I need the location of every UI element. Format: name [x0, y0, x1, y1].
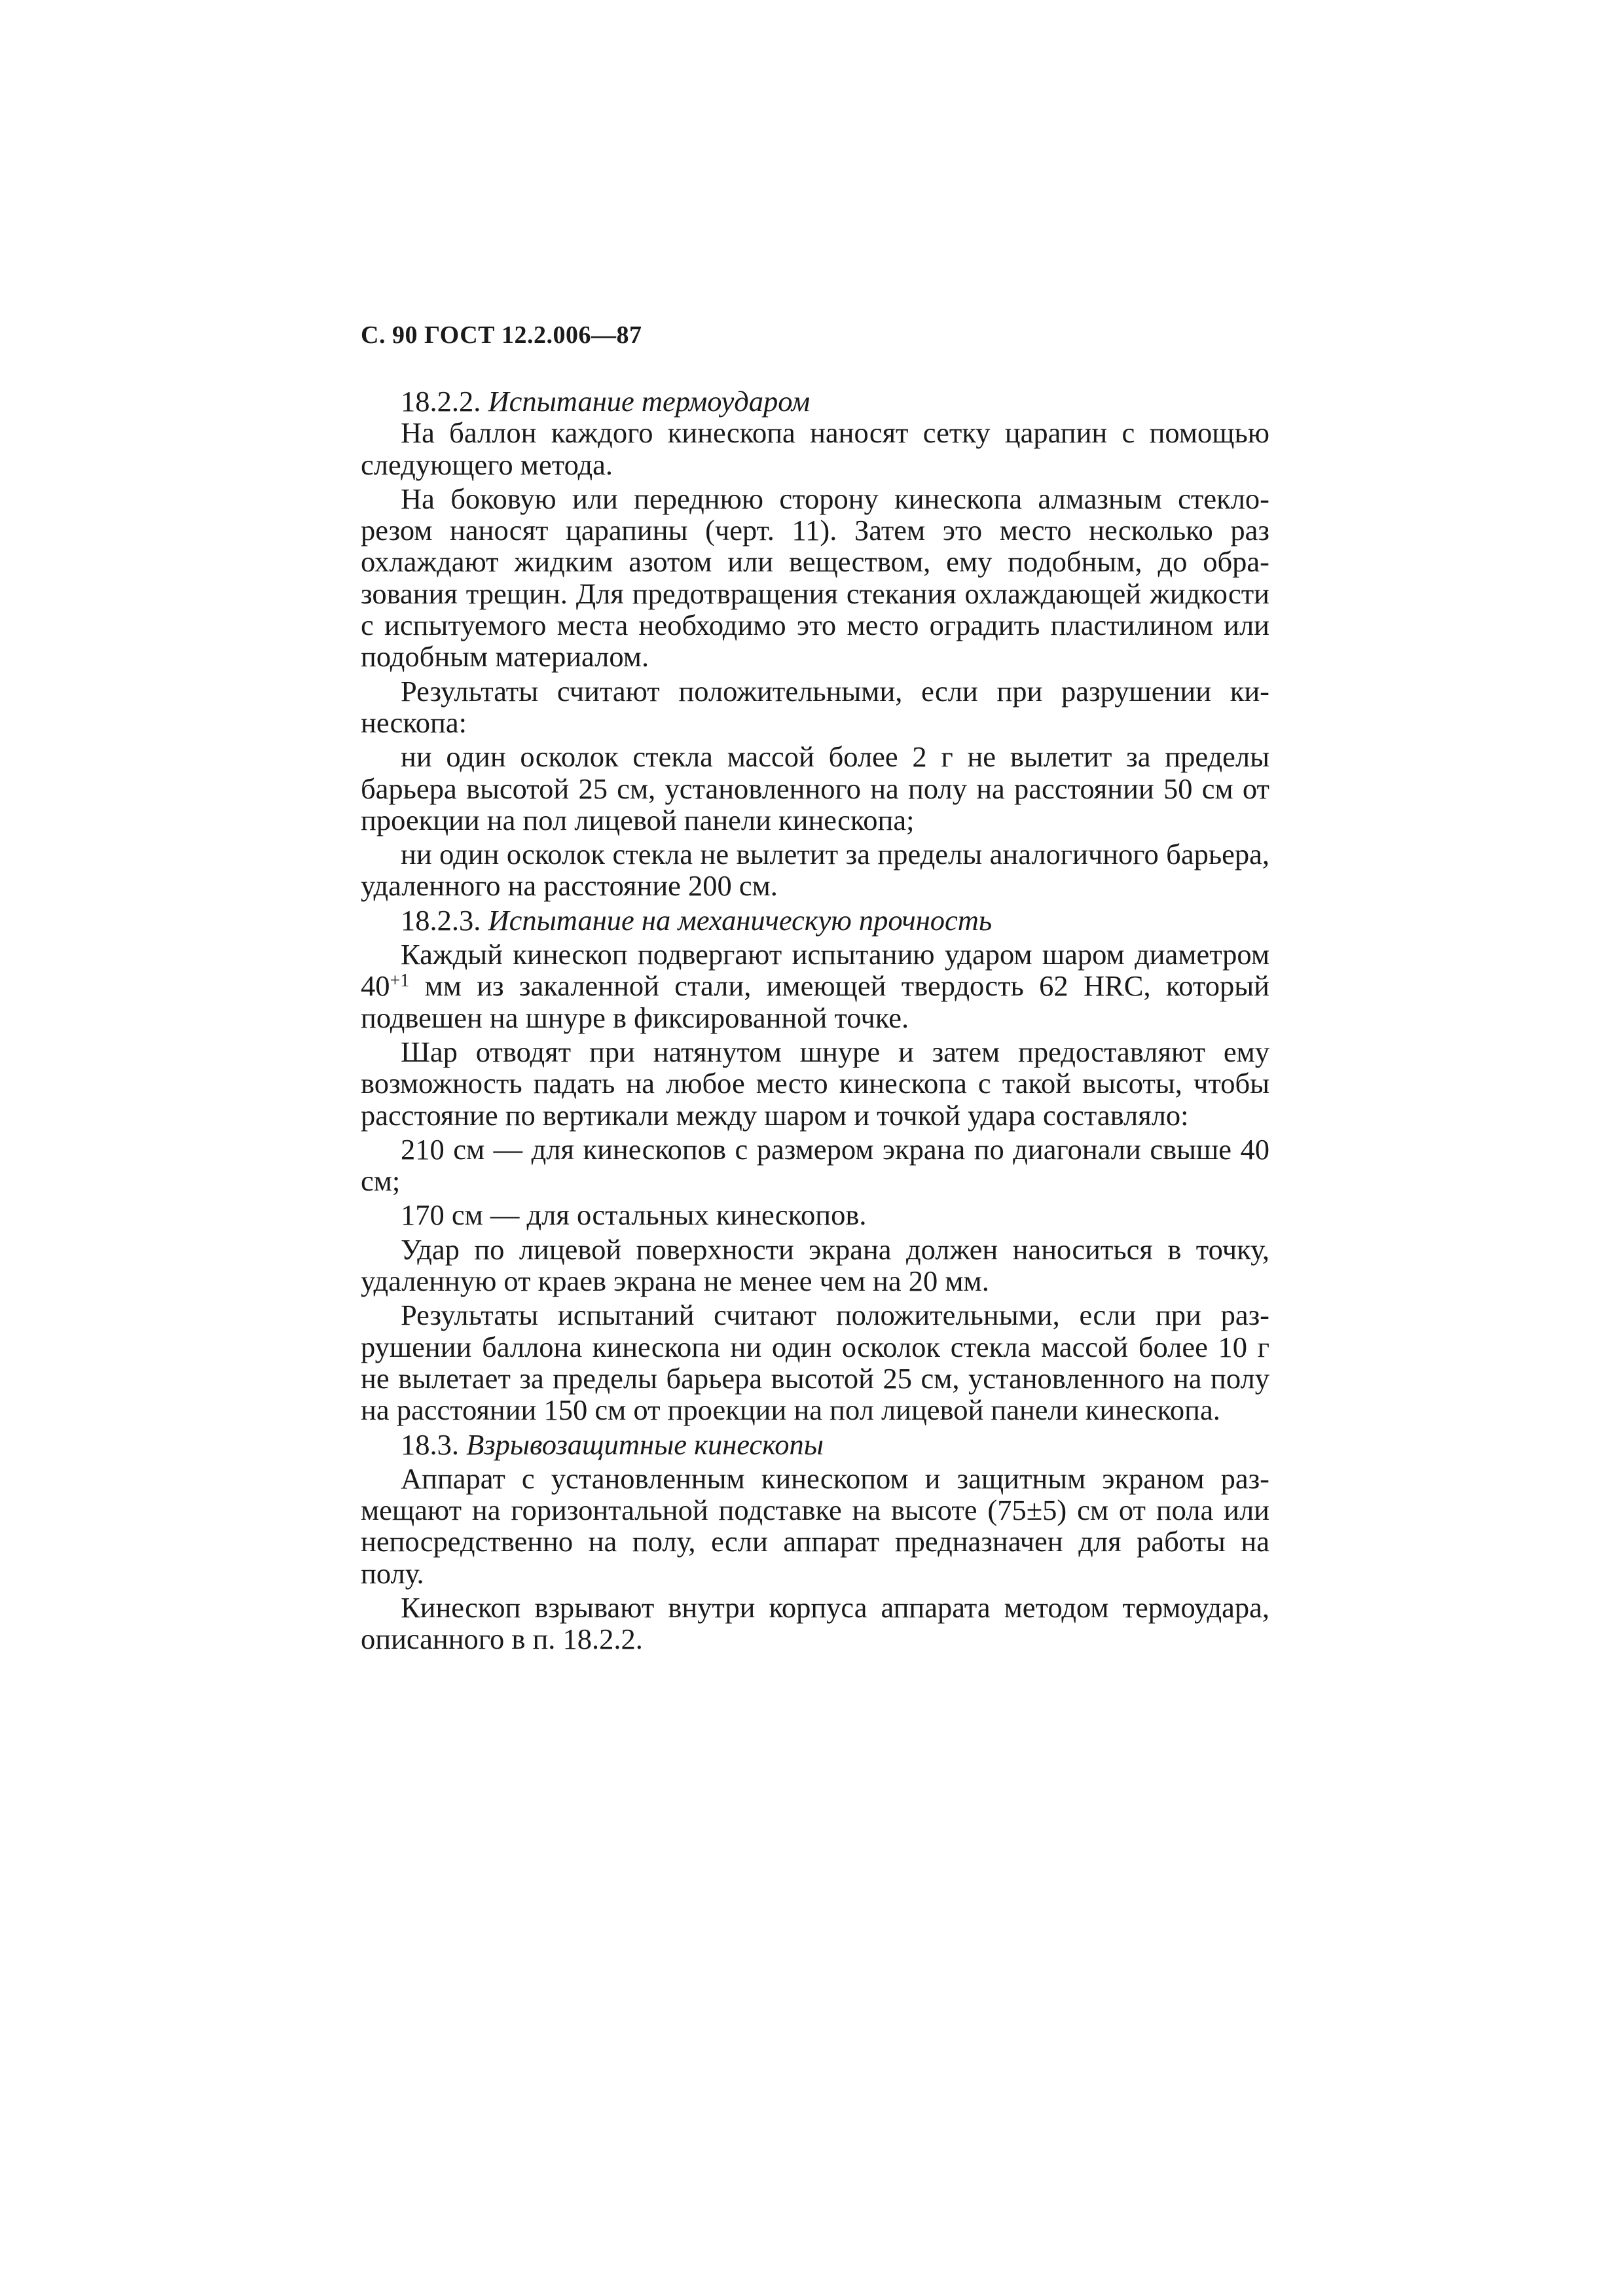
list-item: 170 см — для остальных кинескопов. — [401, 1198, 867, 1232]
paragraph: Результаты считают положительными, если при разрушении кинескопа: — [361, 674, 1269, 739]
list-item: ни один осколок стекла массой более 2 г не вылетит за пределы барьера высотой 25 см, установленного на полу на расстоянии 50 см от проекции на пол лицевой панели кинескопа; — [361, 740, 1269, 836]
paragraph — [361, 939, 1269, 1033]
paragraph: Кинескоп взрывают внутри корпуса аппарата методом термоудара, описанного в п. 18.2.2. — [361, 1590, 1269, 1656]
document-body — [361, 383, 1269, 1655]
paragraph: На баллон каждого кинескопа наносят сетку царапин с помощью следующего метода. — [361, 416, 1269, 481]
section-number: 18.2.2. — [401, 385, 481, 418]
paragraph: На боковую или переднюю сторону кинескопа алмазным стеклорезом наносят царапины (черт. 11). Затем это место несколько раз охлаждают жидким азотом или веществом, ему подобным, до образования трещин. Для предотвращения стекания охлаждающей жидкости с испытуемого места необходимо это место оградить пластилином или подобным материалом. — [361, 482, 1269, 673]
text-run: Каждый кинескоп подвергают испытанию ударом шаром диаметром 40 — [361, 938, 1269, 1003]
paragraph: Шар отводят при натянутом шнуре и затем предоставляют ему возможность падать на любое место кинескопа с такой высоты, чтобы расстояние по вертикали между шаром и точкой удара составляло: — [361, 1035, 1269, 1132]
text-run: мм из закаленной стали, имеющей твердость 62 HRC, который подвешен на шнуре в фиксированной точке. — [361, 969, 1269, 1034]
section-heading-18-2-3 — [361, 905, 1269, 936]
paragraph: Результаты испытаний считают положительными, если при разрушении баллона кинескопа ни один осколок стекла массой более 10 г не вылетает за пределы барьера высотой 25 см, установленного на полу на расстоянии 150 см от проекции на пол лицевой панели кинескопа. — [361, 1299, 1269, 1427]
section-heading-18-3 — [361, 1429, 1269, 1460]
section-title: Испытание термоударом — [488, 385, 811, 418]
section-number: 18.2.3. — [401, 903, 481, 937]
paragraph: Аппарат с установленным кинескопом и защитным экраном размещают на горизонтальной подставке на высоте (75±5) см от пола или непосредственно на полу, если аппарат предназначен для работы на полу. — [361, 1462, 1269, 1590]
superscript: +1 — [390, 971, 410, 992]
page-header: С. 90 ГОСТ 12.2.006—87 — [361, 321, 642, 349]
section-title: Испытание на механическую прочность — [488, 903, 993, 937]
section-number: 18.3. — [401, 1427, 459, 1461]
section-title: Взрывозащитные кинескопы — [466, 1427, 824, 1461]
list-item: 210 см — для кинескопов с размером экрана по диагонали свыше 40 см; — [361, 1132, 1269, 1198]
section-heading-18-2-2 — [361, 386, 1269, 417]
paragraph: Удар по лицевой поверхности экрана должен наноситься в точку, удаленную от краев экрана не менее чем на 20 мм. — [361, 1232, 1269, 1298]
list-item: ни один осколок стекла не вылетит за пределы аналогичного барьера, удаленного на расстояние 200 см. — [361, 838, 1269, 903]
